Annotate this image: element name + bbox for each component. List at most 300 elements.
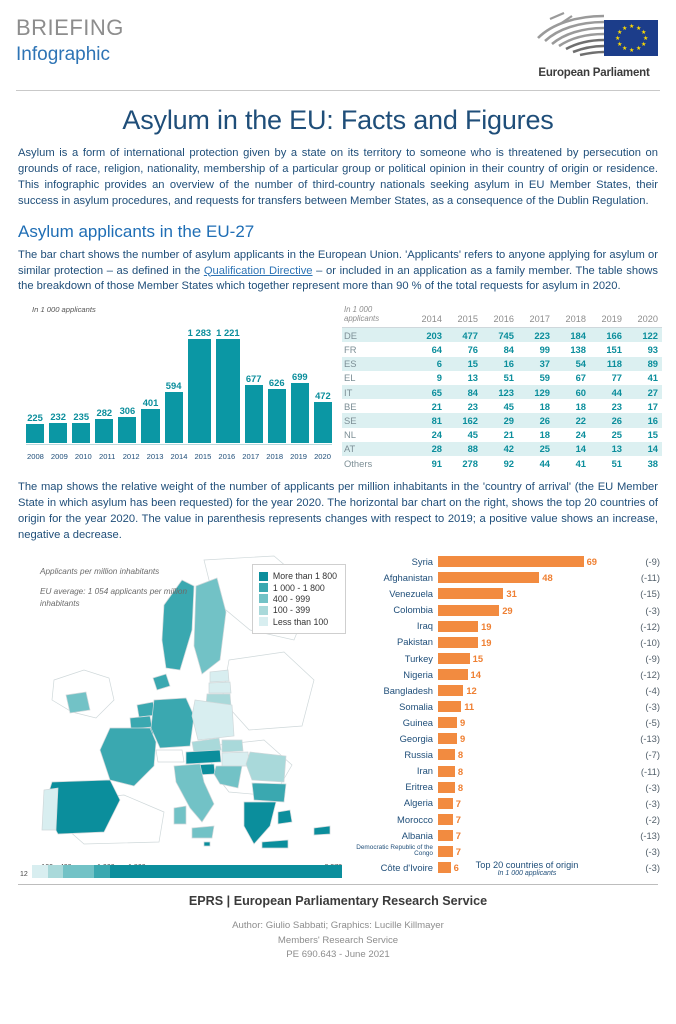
table-cell: 118 [606, 358, 622, 370]
hbar-rect [438, 621, 478, 632]
bar-value-label: 282 [96, 406, 113, 418]
hbar-row [356, 618, 662, 634]
table-cell: 45 [503, 400, 514, 412]
table-cell: 151 [606, 344, 622, 356]
bar-rect [118, 417, 136, 444]
table-cell: 21 [503, 429, 514, 441]
hbar-track [438, 843, 620, 859]
bar-x-tick: 2016 [218, 452, 236, 462]
hbar-country-label: Côte d'Ivoire [380, 861, 433, 873]
table-cell: 84 [467, 386, 478, 398]
table-cell: 92 [503, 457, 514, 469]
table-cell: 138 [570, 344, 586, 356]
hbar-row [356, 715, 662, 731]
bar-x-tick: 2015 [194, 452, 212, 462]
bar-value-label: 472 [315, 390, 331, 402]
hbar-track [438, 747, 620, 763]
table-col-header: 2015 [457, 314, 478, 325]
europe-choropleth-map [14, 550, 354, 880]
footer-credits [14, 919, 662, 964]
table-cell: 25 [539, 443, 550, 455]
hbar-rect [438, 572, 539, 583]
bar-column [26, 327, 44, 443]
hbar-country-label: Syria [411, 556, 433, 567]
hbar-country-label: Morocco [397, 813, 433, 825]
table-row [342, 428, 662, 442]
table-cell: 27 [647, 386, 658, 398]
hbar-value-label: 8 [457, 781, 464, 793]
table-cell: 67 [575, 372, 586, 384]
hbar-caption [452, 860, 602, 877]
table-cell: 99 [539, 344, 550, 356]
hbar-country-label: Bangladesh [383, 684, 433, 696]
hbar-change-label: (-2) [645, 813, 660, 825]
hbar-row [356, 795, 662, 811]
table-cell: 21 [431, 400, 442, 412]
hbar-country-label: Russia [404, 749, 433, 761]
hbar-change-label: (-10) [640, 636, 660, 648]
hbar-caption-unit: In 1 000 applicants [497, 869, 557, 877]
hbar-row [356, 586, 662, 602]
hbar-track [438, 602, 620, 618]
bar-chart-unit-label: In 1 000 applicants [32, 305, 96, 315]
page-title: Asylum in the EU: Facts and Figures [122, 105, 554, 135]
hbar-rect [438, 846, 453, 857]
table-cell: 91 [431, 457, 442, 469]
hbar-value-label: 8 [457, 765, 464, 777]
bar-column [188, 327, 211, 443]
bar-rect [49, 423, 67, 443]
bar-value-label: 401 [142, 396, 159, 408]
legend-swatch-icon [259, 594, 268, 603]
bar-x-tick: 2008 [27, 452, 44, 462]
hbar-country-label: Nigeria [403, 668, 433, 680]
table-cell: 18 [539, 429, 550, 441]
table-body [342, 328, 662, 470]
hbar-track [438, 763, 620, 779]
member-states-table [342, 305, 662, 470]
hbar-value-label: 19 [481, 636, 492, 648]
table-cell: 51 [611, 457, 622, 469]
bar-column [291, 327, 309, 443]
hbar-track [438, 795, 620, 811]
table-cell: 51 [503, 372, 514, 384]
table-cell: 745 [498, 329, 514, 341]
map-and-hbar-row [14, 550, 662, 880]
bar-x-tick: 2009 [50, 452, 68, 462]
bar-value-label: 235 [73, 410, 90, 422]
table-cell: 223 [534, 329, 550, 341]
bar-value-label: 306 [119, 404, 136, 416]
table-col-header: 2014 [421, 314, 442, 325]
infographic-label: Infographic [16, 44, 111, 66]
hbar-value-label: 29 [502, 604, 513, 616]
table-col-header: 2016 [493, 314, 514, 325]
hbar-country-label: Albania [401, 829, 433, 841]
hbar-track [438, 811, 620, 827]
table-cell: 25 [611, 429, 622, 441]
hbar-change-label: (-3) [645, 781, 660, 793]
section2-paragraph: The map shows the relative weight of the number of applicants per million inhabitants in the 'country of arrival' (the EU Member State in which asylum has been requested) for the year 2020. The horizontal bar chart on the right, shows the top 20 countries of origin for the year 2020. The value in parenthesis represents changes with respect to 2019; a positive value shows an increase, negative a decrease. [18, 481, 658, 541]
table-cell: 28 [431, 443, 442, 455]
hbar-change-label: (-3) [645, 701, 660, 713]
bar-column [268, 327, 286, 443]
hbar-row [356, 634, 662, 650]
hbar-rect [438, 782, 455, 793]
bar-rect [245, 385, 263, 444]
table-cell: 65 [431, 386, 442, 398]
hbar-change-label: (-4) [645, 685, 660, 697]
section1-text-before: The bar chart shows the number of asylum applicants in the European Union. 'Applicants' refers to anyone applying for asylum or similar protection – as defined in the [18, 248, 658, 277]
bar-column [49, 327, 67, 443]
hbar-country-label: Democratic Republic of the Congo [356, 843, 433, 858]
bar-x-tick: 2010 [74, 452, 92, 462]
table-cell: 16 [647, 414, 658, 426]
hbar-value-label: 9 [459, 717, 466, 729]
hbar-country-label: Turkey [404, 652, 433, 664]
hbar-row [356, 683, 662, 699]
table-country-code: ES [344, 358, 357, 370]
hbar-track [438, 634, 620, 650]
table-row [342, 385, 662, 399]
bar-rect [216, 339, 239, 443]
hbar-track [438, 715, 620, 731]
hbar-country-label: Eritrea [405, 781, 433, 793]
bar-column [72, 327, 90, 443]
table-country-code: SE [344, 414, 357, 426]
bar-column [245, 327, 263, 443]
table-cell: 88 [467, 443, 478, 455]
bar-value-label: 594 [165, 379, 182, 391]
hbar-rect [438, 605, 499, 616]
table-col-header: 2020 [637, 314, 658, 325]
table-col-header: 2019 [601, 314, 622, 325]
bar-column [314, 327, 332, 443]
table-row [342, 342, 662, 356]
bar-rect [165, 392, 183, 444]
map-note-line1: Applicants per million inhabitants [40, 566, 160, 576]
intro-paragraph: Asylum is a form of international protection given by a state on its territory to someone who is threatened by persecution on grounds of race, religion, nationality, membership of a particular group or political opinion in their country of origin or residence. This infographic provides an overview of the number of third-country nationals seeking asylum in EU Member States, their success in asylum procedures, and requests for transfers between Member States, as a consequence of the Dublin Regulation. [18, 147, 658, 207]
table-cell: 81 [431, 414, 442, 426]
ep-logo-text: European Parliament [538, 67, 650, 79]
hbar-change-label: (-3) [645, 604, 660, 616]
hbar-rect [438, 653, 470, 664]
bar-chart-bars [26, 327, 332, 443]
table-row [342, 371, 662, 385]
table-cell: 122 [642, 329, 658, 341]
hbar-value-label: 7 [455, 829, 461, 841]
table-cell: 44 [611, 386, 622, 398]
table-cell: 16 [503, 358, 514, 370]
legend-swatch-icon [259, 583, 268, 592]
table-country-code: NL [344, 429, 356, 441]
hbar-rect [438, 862, 451, 873]
footer-reference: PE 690.643 - June 2021 [286, 949, 390, 961]
table-cell: 22 [575, 414, 586, 426]
legend-label: Less than 100 [272, 616, 329, 627]
table-row [342, 328, 662, 343]
hbar-change-label: (-9) [645, 556, 660, 568]
table-cell: 26 [539, 414, 550, 426]
hbar-row [356, 779, 662, 795]
scale-seg-4 [94, 865, 110, 878]
bar-value-label: 1 283 [187, 327, 212, 339]
table-cell: 162 [462, 414, 478, 426]
bar-x-tick: 2019 [290, 452, 308, 462]
hbar-row [356, 570, 662, 586]
table-country-code: AT [344, 443, 356, 455]
legend-item [259, 594, 337, 604]
table-cell: 166 [606, 329, 622, 341]
european-parliament-logo [530, 12, 660, 79]
bar-value-label: 225 [27, 411, 43, 423]
legend-label: 400 - 999 [272, 593, 311, 604]
table-cell: 14 [647, 443, 658, 455]
table-row [342, 456, 662, 470]
bar-x-tick: 2018 [266, 452, 284, 462]
table-corner-label: In 1 000 applicants [344, 305, 380, 324]
scale-seg-3 [63, 865, 94, 878]
bar-value-label: 626 [268, 377, 285, 389]
hbar-rect [438, 830, 453, 841]
hbar-rect [438, 637, 478, 648]
hbar-value-label: 9 [459, 733, 466, 745]
scale-seg-2 [48, 865, 64, 878]
table-cell: 24 [575, 429, 586, 441]
hbar-rect [438, 749, 455, 760]
bar-x-tick: 2011 [99, 452, 116, 462]
hbar-track [438, 554, 620, 570]
legend-label: 1 000 - 1 800 [272, 582, 325, 593]
bar-rect [141, 409, 159, 444]
hbar-change-label: (-13) [640, 733, 660, 745]
hbar-country-label: Algeria [403, 797, 433, 809]
hbar-change-label: (-11) [640, 572, 660, 584]
scale-min-label: 12 [20, 870, 28, 878]
hbar-row [356, 763, 662, 779]
table-cell: 37 [539, 358, 550, 370]
hbar-change-label: (-12) [640, 620, 660, 632]
bar-rect [72, 423, 90, 443]
table-cell: 54 [575, 358, 586, 370]
footer-divider [18, 884, 658, 885]
table-country-code: FR [344, 344, 357, 356]
hbar-change-label: (-12) [640, 668, 660, 680]
table-row [342, 357, 662, 371]
hbar-rect [438, 717, 457, 728]
table-cell: 14 [575, 443, 586, 455]
hbar-change-label: (-9) [645, 652, 660, 664]
footer-authors: Author: Giulio Sabbati; Graphics: Lucille Killmayer [232, 919, 444, 931]
bar-chart-x-ticks [26, 452, 332, 461]
bar-value-label: 232 [50, 411, 66, 423]
table-cell: 6 [436, 358, 442, 370]
hbar-value-label: 69 [586, 556, 598, 568]
table-cell: 184 [570, 329, 586, 341]
hbar-value-label: 7 [455, 813, 461, 825]
header-divider [16, 90, 660, 91]
hbar-row [356, 602, 662, 618]
hbar-track [438, 699, 620, 715]
table-cell: 59 [539, 372, 550, 384]
hbar-track [438, 779, 620, 795]
hbar-rect [438, 588, 503, 599]
bar-x-tick: 2012 [122, 452, 140, 462]
legend-item [259, 583, 337, 593]
bar-rect [314, 402, 332, 443]
ep-logo-mark [530, 12, 658, 64]
hbar-rect [438, 556, 584, 567]
table-cell: 123 [498, 386, 514, 398]
hbar-value-label: 19 [481, 620, 492, 632]
hbar-row [356, 827, 662, 843]
header-titles [16, 12, 124, 66]
briefing-label: BRIEFING [16, 15, 124, 40]
map-scale-bar [20, 852, 342, 878]
hbar-track [438, 731, 620, 747]
hbar-country-label: Iraq [416, 620, 433, 632]
table-cell: 64 [431, 344, 442, 356]
member-states-table-wrapper [336, 303, 662, 470]
bar-rect [188, 339, 211, 443]
map-note [40, 566, 190, 611]
table-cell: 93 [647, 344, 658, 356]
qualification-directive-link[interactable]: Qualification Directive [203, 264, 313, 277]
table-cell: 41 [575, 457, 586, 469]
bar-column [216, 327, 239, 443]
scale-seg-5 [110, 865, 343, 878]
table-cell: 9 [436, 372, 442, 384]
hbar-change-label: (-15) [640, 588, 660, 600]
chart-and-table-row [14, 303, 662, 470]
table-cell: 278 [462, 457, 478, 469]
hbar-row [356, 554, 662, 570]
hbar-row [356, 843, 662, 859]
table-country-code: EL [344, 372, 356, 384]
table-cell: 477 [462, 329, 478, 341]
legend-label: 100 - 399 [272, 605, 311, 616]
table-row [342, 399, 662, 413]
table-cell: 26 [611, 414, 622, 426]
legend-swatch-icon [259, 572, 268, 581]
table-cell: 84 [503, 344, 514, 356]
hemicycle-icon [530, 12, 606, 64]
bar-column [118, 327, 136, 443]
hbar-country-label: Somalia [399, 700, 433, 712]
section1-paragraph [14, 248, 662, 296]
hbar-country-label: Iran [416, 765, 433, 777]
table-country-code: BE [344, 400, 357, 412]
legend-swatch-icon [259, 617, 268, 626]
table-cell: 13 [611, 443, 622, 455]
legend-item [259, 617, 337, 627]
table-cell: 89 [647, 358, 658, 370]
top-origin-countries-chart [354, 550, 662, 880]
table-cell: 44 [539, 457, 550, 469]
hbar-country-label: Colombia [393, 604, 433, 616]
hbar-value-label: 7 [455, 845, 461, 857]
hbar-value-label: 31 [506, 588, 517, 600]
table-cell: 18 [575, 400, 586, 412]
bar-column [95, 327, 113, 443]
bar-rect [268, 389, 286, 443]
hbar-rect [438, 685, 463, 696]
page-header [14, 0, 662, 86]
hbar-value-label: 14 [470, 668, 481, 680]
hbar-change-label: (-3) [645, 797, 660, 809]
hbar-rect [438, 669, 468, 680]
hbar-track [438, 570, 620, 586]
table-country-code: DE [344, 329, 358, 341]
table-cell: 23 [467, 400, 478, 412]
table-cell: 15 [647, 429, 658, 441]
map-note-line2: EU average: 1 054 applicants per million inhabitants [40, 587, 188, 609]
table-head [342, 305, 662, 327]
table-cell: 77 [611, 372, 622, 384]
hbar-country-label: Pakistan [397, 636, 433, 648]
hbar-change-label: (-11) [640, 765, 660, 777]
hbar-value-label: 6 [453, 862, 459, 874]
hbar-row [356, 699, 662, 715]
hbar-track [438, 618, 620, 634]
bar-x-tick: 2017 [242, 452, 260, 462]
table-col-header: 2018 [565, 314, 586, 325]
hbar-change-label: (-3) [645, 862, 660, 874]
hbar-rect [438, 798, 453, 809]
legend-item [259, 571, 337, 581]
hbar-change-label: (-3) [645, 845, 660, 857]
bar-rect [95, 419, 113, 443]
bar-value-label: 1 221 [216, 327, 240, 339]
hbar-country-label: Georgia [399, 733, 433, 745]
table-cell: 17 [647, 400, 658, 412]
eu-flag-icon: ★ ★ ★ ★ ★ ★ ★ ★ ★ ★ ★ ★ [604, 20, 658, 56]
table-cell: 42 [503, 443, 514, 455]
hbar-row [356, 731, 662, 747]
hbar-value-label: 7 [455, 797, 461, 809]
hbar-row [356, 747, 662, 763]
bar-column [141, 327, 159, 443]
map-legend [252, 564, 346, 634]
legend-item [259, 605, 337, 615]
table-row [342, 413, 662, 427]
hbar-country-label: Afghanistan [383, 572, 433, 584]
bar-value-label: 699 [292, 370, 308, 382]
hbar-row [356, 650, 662, 666]
table-cell: 29 [503, 414, 514, 426]
hbar-value-label: 12 [466, 685, 477, 697]
hbar-track [438, 650, 620, 666]
table-cell: 129 [534, 386, 550, 398]
hbar-track [438, 586, 620, 602]
scale-track [32, 865, 342, 878]
section1-heading: Asylum applicants in the EU-27 [18, 221, 255, 241]
hbar-change-label: (-7) [645, 749, 660, 761]
table-cell: 38 [647, 457, 658, 469]
hbar-rect [438, 814, 453, 825]
hbar-value-label: 8 [457, 749, 464, 761]
table-cell: 13 [467, 372, 478, 384]
table-cell: 15 [467, 358, 478, 370]
hbar-country-label: Guinea [402, 716, 433, 728]
legend-label: More than 1 800 [272, 571, 337, 582]
hbar-track [438, 827, 620, 843]
hbar-value-label: 48 [542, 572, 553, 584]
hbar-rect [438, 733, 457, 744]
legend-swatch-icon [259, 606, 268, 615]
hbar-row [356, 811, 662, 827]
hbar-track [438, 666, 620, 682]
